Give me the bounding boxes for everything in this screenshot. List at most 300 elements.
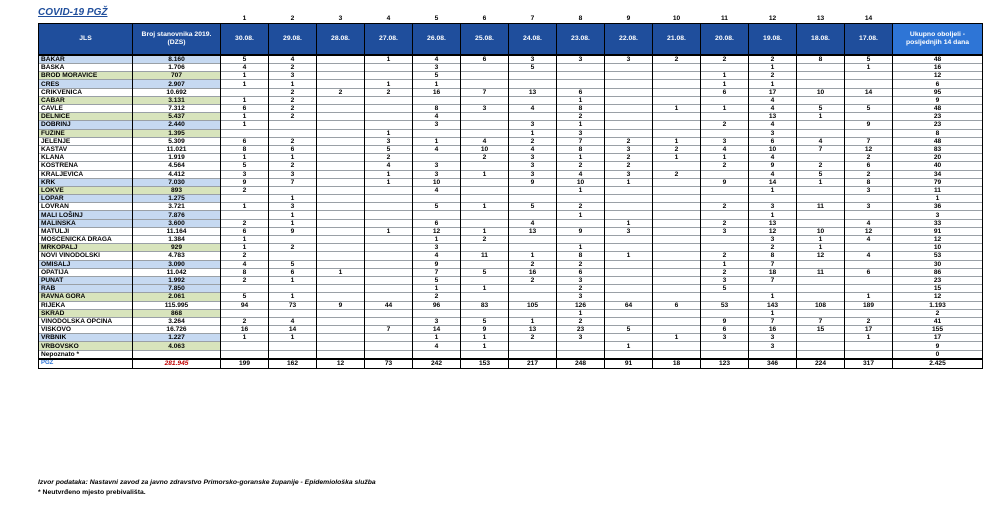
total-cell: 15 — [893, 285, 983, 293]
case-count-cell: 2 — [653, 55, 701, 64]
case-count-cell — [653, 252, 701, 260]
case-count-cell — [269, 186, 317, 194]
case-count-cell: 13 — [509, 88, 557, 96]
case-count-cell: 1 — [557, 186, 605, 194]
case-count-cell — [845, 96, 893, 104]
case-count-cell: 16 — [509, 268, 557, 276]
case-count-cell: 9 — [509, 178, 557, 186]
total-cell: 9 — [893, 96, 983, 104]
case-count-cell — [269, 342, 317, 350]
municipality-name: SKRAD — [39, 309, 133, 317]
case-count-cell: 2 — [317, 88, 365, 96]
municipality-name: RIJEKA — [39, 301, 133, 309]
case-count-cell: 1 — [653, 105, 701, 113]
case-count-cell — [653, 342, 701, 350]
case-count-cell: 1 — [269, 80, 317, 88]
case-count-cell — [653, 309, 701, 317]
total-cell: 20 — [893, 154, 983, 162]
case-count-cell: 2 — [557, 317, 605, 325]
case-count-cell: 3 — [509, 121, 557, 129]
header-population: Broj stanovnika 2019. (DZS) — [133, 23, 221, 55]
population-cell: 11.042 — [133, 268, 221, 276]
case-count-cell — [509, 186, 557, 194]
case-count-cell — [221, 342, 269, 350]
case-count-cell: 9 — [269, 227, 317, 235]
case-count-cell: 1 — [365, 129, 413, 137]
case-count-cell — [365, 195, 413, 203]
case-count-cell: 4 — [413, 252, 461, 260]
case-count-cell — [509, 80, 557, 88]
case-count-cell — [605, 211, 653, 219]
case-count-cell: 1 — [797, 244, 845, 252]
case-count-cell: 6 — [269, 145, 317, 153]
case-count-cell — [653, 80, 701, 88]
case-count-cell: 1 — [221, 236, 269, 244]
case-count-cell: 4 — [221, 260, 269, 268]
municipality-name: MALINSKA — [39, 219, 133, 227]
case-count-cell: 23 — [557, 326, 605, 334]
case-count-cell: 3 — [557, 293, 605, 301]
case-count-cell — [461, 96, 509, 104]
covid-table — [38, 14, 983, 369]
case-count-cell — [845, 309, 893, 317]
sum-total: 2.425 — [893, 359, 983, 369]
case-count-cell: 1 — [365, 55, 413, 64]
case-count-cell — [653, 268, 701, 276]
case-count-cell — [317, 276, 365, 284]
case-count-cell: 3 — [461, 105, 509, 113]
case-count-cell — [317, 350, 365, 359]
case-count-cell — [797, 309, 845, 317]
table-row — [39, 186, 983, 194]
case-count-cell — [845, 244, 893, 252]
population-cell: 16.726 — [133, 326, 221, 334]
case-count-cell: 1 — [701, 80, 749, 88]
case-count-cell: 4 — [797, 137, 845, 145]
header-date: 27.08. — [365, 23, 413, 55]
case-count-cell — [365, 252, 413, 260]
case-count-cell — [317, 145, 365, 153]
case-count-cell: 1 — [845, 64, 893, 72]
case-count-cell: 2 — [461, 236, 509, 244]
case-count-cell: 9 — [701, 178, 749, 186]
header-date: 19.08. — [749, 23, 797, 55]
population-cell: 4.063 — [133, 342, 221, 350]
case-count-cell — [701, 186, 749, 194]
case-count-cell: 3 — [509, 154, 557, 162]
case-count-cell: 2 — [509, 260, 557, 268]
municipality-name: PUNAT — [39, 276, 133, 284]
case-count-cell — [605, 317, 653, 325]
case-count-cell: 1 — [365, 227, 413, 235]
case-count-cell — [461, 211, 509, 219]
sum-cell: 12 — [317, 359, 365, 369]
municipality-name: MALI LOŠINJ — [39, 211, 133, 219]
case-count-cell — [413, 211, 461, 219]
case-count-cell: 2 — [221, 276, 269, 284]
case-count-cell: 7 — [797, 145, 845, 153]
population-cell: 4.564 — [133, 162, 221, 170]
population-cell: 868 — [133, 309, 221, 317]
case-count-cell — [413, 96, 461, 104]
case-count-cell: 12 — [749, 227, 797, 235]
case-count-cell: 3 — [221, 170, 269, 178]
case-count-cell: 6 — [269, 268, 317, 276]
case-count-cell: 6 — [221, 227, 269, 235]
population-cell: 3.721 — [133, 203, 221, 211]
table-row — [39, 285, 983, 293]
total-cell: 17 — [893, 334, 983, 342]
total-cell: 23 — [893, 276, 983, 284]
population-cell: 4.783 — [133, 252, 221, 260]
municipality-name: KRALJEVICA — [39, 170, 133, 178]
case-count-cell — [317, 203, 365, 211]
case-count-cell — [653, 96, 701, 104]
table-row — [39, 113, 983, 121]
case-count-cell — [317, 252, 365, 260]
case-count-cell — [653, 88, 701, 96]
header-date: 22.08. — [605, 23, 653, 55]
case-count-cell: 2 — [365, 88, 413, 96]
case-count-cell — [365, 276, 413, 284]
case-count-cell: 9 — [701, 317, 749, 325]
case-count-cell — [317, 121, 365, 129]
municipality-name: NOVI VINODOLSKI — [39, 252, 133, 260]
case-count-cell: 9 — [749, 162, 797, 170]
case-count-cell: 2 — [749, 55, 797, 64]
case-count-cell: 5 — [797, 170, 845, 178]
column-number: 2 — [290, 14, 295, 22]
case-count-cell: 3 — [749, 342, 797, 350]
case-count-cell — [461, 219, 509, 227]
case-count-cell — [317, 236, 365, 244]
case-count-cell — [797, 72, 845, 80]
case-count-cell: 7 — [797, 317, 845, 325]
sum-cell: 217 — [509, 359, 557, 369]
table-row — [39, 219, 983, 227]
population-cell: 3.131 — [133, 96, 221, 104]
case-count-cell — [365, 121, 413, 129]
case-count-cell — [461, 162, 509, 170]
case-count-cell — [317, 285, 365, 293]
total-cell: 53 — [893, 252, 983, 260]
case-count-cell: 9 — [461, 326, 509, 334]
table-row — [39, 236, 983, 244]
case-count-cell — [605, 309, 653, 317]
case-count-cell — [365, 293, 413, 301]
case-count-cell — [797, 342, 845, 350]
population-cell: 115.995 — [133, 301, 221, 309]
case-count-cell: 4 — [701, 145, 749, 153]
case-count-cell — [701, 211, 749, 219]
case-count-cell: 3 — [605, 145, 653, 153]
case-count-cell: 1 — [269, 293, 317, 301]
case-count-cell — [317, 64, 365, 72]
case-count-cell — [221, 129, 269, 137]
case-count-cell — [797, 186, 845, 194]
column-number: 7 — [530, 14, 535, 22]
case-count-cell: 1 — [269, 195, 317, 203]
case-count-cell: 12 — [797, 252, 845, 260]
table-row — [39, 276, 983, 284]
case-count-cell — [365, 72, 413, 80]
case-count-cell: 1 — [749, 80, 797, 88]
case-count-cell — [461, 178, 509, 186]
case-count-cell: 2 — [845, 154, 893, 162]
case-count-cell — [653, 162, 701, 170]
case-count-cell — [797, 195, 845, 203]
case-count-cell — [317, 326, 365, 334]
case-count-cell: 4 — [845, 236, 893, 244]
case-count-cell: 8 — [557, 105, 605, 113]
case-count-cell: 2 — [701, 252, 749, 260]
case-count-cell — [653, 326, 701, 334]
municipality-name: OPATIJA — [39, 268, 133, 276]
case-count-cell: 6 — [701, 88, 749, 96]
header-date: 21.08. — [653, 23, 701, 55]
case-count-cell — [317, 317, 365, 325]
table-row — [39, 88, 983, 96]
case-count-cell: 1 — [461, 285, 509, 293]
sum-population: 281.945 — [133, 359, 221, 369]
case-count-cell: 13 — [509, 326, 557, 334]
municipality-name: CRIKVENICA — [39, 88, 133, 96]
municipality-name: MRKOPALJ — [39, 244, 133, 252]
case-count-cell — [317, 334, 365, 342]
case-count-cell: 14 — [269, 326, 317, 334]
case-count-cell — [605, 268, 653, 276]
case-count-cell — [653, 203, 701, 211]
case-count-cell: 1 — [749, 64, 797, 72]
case-count-cell: 1 — [701, 154, 749, 162]
case-count-cell — [269, 252, 317, 260]
case-count-cell: 1 — [701, 105, 749, 113]
case-count-cell: 3 — [701, 137, 749, 145]
total-cell: 3 — [893, 211, 983, 219]
case-count-cell: 2 — [269, 162, 317, 170]
case-count-cell: 2 — [653, 170, 701, 178]
case-count-cell: 1 — [221, 203, 269, 211]
case-count-cell — [365, 113, 413, 121]
case-count-cell: 1 — [221, 154, 269, 162]
total-cell: 95 — [893, 88, 983, 96]
case-count-cell: 1 — [413, 80, 461, 88]
case-count-cell — [557, 72, 605, 80]
case-count-cell: 5 — [413, 72, 461, 80]
case-count-cell — [317, 260, 365, 268]
total-cell: 9 — [893, 342, 983, 350]
case-count-cell — [269, 350, 317, 359]
case-count-cell: 3 — [749, 129, 797, 137]
municipality-name: CRES — [39, 80, 133, 88]
case-count-cell: 4 — [413, 55, 461, 64]
case-count-cell: 17 — [749, 88, 797, 96]
sum-cell: 199 — [221, 359, 269, 369]
case-count-cell — [605, 72, 653, 80]
population-cell: 11.021 — [133, 145, 221, 153]
total-cell: 79 — [893, 178, 983, 186]
table-body — [39, 55, 983, 359]
case-count-cell: 1 — [509, 129, 557, 137]
total-cell: 2 — [893, 309, 983, 317]
case-count-cell — [461, 276, 509, 284]
case-count-cell — [845, 276, 893, 284]
case-count-cell — [269, 285, 317, 293]
case-count-cell: 2 — [557, 162, 605, 170]
case-count-cell — [653, 178, 701, 186]
case-count-cell: 1 — [557, 121, 605, 129]
case-count-cell: 189 — [845, 301, 893, 309]
population-cell — [133, 350, 221, 359]
municipality-name: JELENJE — [39, 137, 133, 145]
case-count-cell: 9 — [557, 227, 605, 235]
sum-cell: 248 — [557, 359, 605, 369]
case-count-cell — [509, 72, 557, 80]
sum-cell: 123 — [701, 359, 749, 369]
total-cell: 48 — [893, 105, 983, 113]
case-count-cell: 1 — [701, 72, 749, 80]
table-row — [39, 227, 983, 235]
case-count-cell: 7 — [269, 178, 317, 186]
case-count-cell: 10 — [557, 178, 605, 186]
case-count-cell — [365, 342, 413, 350]
case-count-cell: 16 — [221, 326, 269, 334]
case-count-cell — [653, 260, 701, 268]
case-count-cell: 4 — [413, 342, 461, 350]
case-count-cell — [317, 129, 365, 137]
municipality-name: MOŠĆENIČKA DRAGA — [39, 236, 133, 244]
case-count-cell: 9 — [317, 301, 365, 309]
case-count-cell — [317, 72, 365, 80]
case-count-cell — [653, 113, 701, 121]
total-cell: 36 — [893, 203, 983, 211]
case-count-cell — [269, 309, 317, 317]
case-count-cell: 1 — [797, 178, 845, 186]
case-count-cell: 1 — [605, 178, 653, 186]
case-count-cell — [461, 72, 509, 80]
population-cell: 1.384 — [133, 236, 221, 244]
case-count-cell: 1 — [653, 137, 701, 145]
header-date: 29.08. — [269, 23, 317, 55]
case-count-cell: 1 — [653, 154, 701, 162]
case-count-cell: 2 — [749, 72, 797, 80]
table-row — [39, 244, 983, 252]
header-date: 18.08. — [797, 23, 845, 55]
case-count-cell — [413, 129, 461, 137]
case-count-cell — [797, 121, 845, 129]
population-cell: 1.395 — [133, 129, 221, 137]
case-count-cell — [461, 121, 509, 129]
case-count-cell: 16 — [413, 88, 461, 96]
case-count-cell: 4 — [269, 55, 317, 64]
case-count-cell: 16 — [749, 326, 797, 334]
municipality-name: VINODOLSKA OPĆINA — [39, 317, 133, 325]
population-cell: 707 — [133, 72, 221, 80]
municipality-name: KASTAV — [39, 145, 133, 153]
header-date: 17.08. — [845, 23, 893, 55]
municipality-name: Nepoznato * — [39, 350, 133, 359]
municipality-name: BAKAR — [39, 55, 133, 64]
case-count-cell: 6 — [653, 301, 701, 309]
population-cell: 5.309 — [133, 137, 221, 145]
case-count-cell — [797, 260, 845, 268]
case-count-cell: 6 — [557, 88, 605, 96]
case-count-cell — [365, 334, 413, 342]
case-count-cell — [605, 195, 653, 203]
case-count-cell — [509, 195, 557, 203]
municipality-name: KLANA — [39, 154, 133, 162]
case-count-cell — [797, 64, 845, 72]
table-row — [39, 121, 983, 129]
case-count-cell: 3 — [605, 227, 653, 235]
case-count-cell: 1 — [653, 334, 701, 342]
case-count-cell — [605, 285, 653, 293]
case-count-cell: 126 — [557, 301, 605, 309]
case-count-cell: 5 — [221, 55, 269, 64]
case-count-cell: 1 — [845, 334, 893, 342]
case-count-cell: 3 — [557, 55, 605, 64]
case-count-cell — [317, 55, 365, 64]
case-count-cell — [557, 219, 605, 227]
population-cell: 5.437 — [133, 113, 221, 121]
case-count-cell: 5 — [509, 64, 557, 72]
total-cell: 10 — [893, 244, 983, 252]
case-count-cell — [317, 80, 365, 88]
case-count-cell — [845, 260, 893, 268]
case-count-cell: 11 — [461, 252, 509, 260]
case-count-cell: 8 — [221, 145, 269, 153]
table-row — [39, 334, 983, 342]
municipality-name: DELNICE — [39, 113, 133, 121]
table-row — [39, 309, 983, 317]
source-note: Izvor podataka: Nastavni zavod za javno zdravstvo Primorsko-goranske županije - Epidemiološka služba — [38, 479, 376, 486]
case-count-cell — [557, 350, 605, 359]
case-count-cell — [509, 293, 557, 301]
table-row — [39, 145, 983, 153]
case-count-cell — [221, 211, 269, 219]
case-count-cell: 1 — [749, 211, 797, 219]
case-count-cell: 7 — [365, 326, 413, 334]
case-count-cell — [845, 72, 893, 80]
case-count-cell: 6 — [461, 55, 509, 64]
case-count-cell: 1 — [413, 137, 461, 145]
case-count-cell: 7 — [749, 260, 797, 268]
population-cell: 7.030 — [133, 178, 221, 186]
case-count-cell: 7 — [749, 317, 797, 325]
case-count-cell — [701, 293, 749, 301]
case-count-cell: 5 — [365, 145, 413, 153]
case-count-cell: 1 — [797, 236, 845, 244]
case-count-cell — [797, 293, 845, 301]
case-count-cell: 2 — [605, 162, 653, 170]
case-count-cell: 1 — [557, 96, 605, 104]
case-count-cell: 10 — [413, 178, 461, 186]
case-count-cell — [797, 154, 845, 162]
population-cell: 10.692 — [133, 88, 221, 96]
table-row — [39, 170, 983, 178]
case-count-cell — [365, 203, 413, 211]
case-count-cell: 2 — [269, 88, 317, 96]
case-count-cell — [461, 350, 509, 359]
municipality-name: FUŽINE — [39, 129, 133, 137]
total-cell: 23 — [893, 113, 983, 121]
case-count-cell: 2 — [221, 317, 269, 325]
case-count-cell — [701, 64, 749, 72]
population-cell: 1.227 — [133, 334, 221, 342]
case-count-cell: 64 — [605, 301, 653, 309]
case-count-cell: 13 — [749, 113, 797, 121]
case-count-cell — [605, 236, 653, 244]
